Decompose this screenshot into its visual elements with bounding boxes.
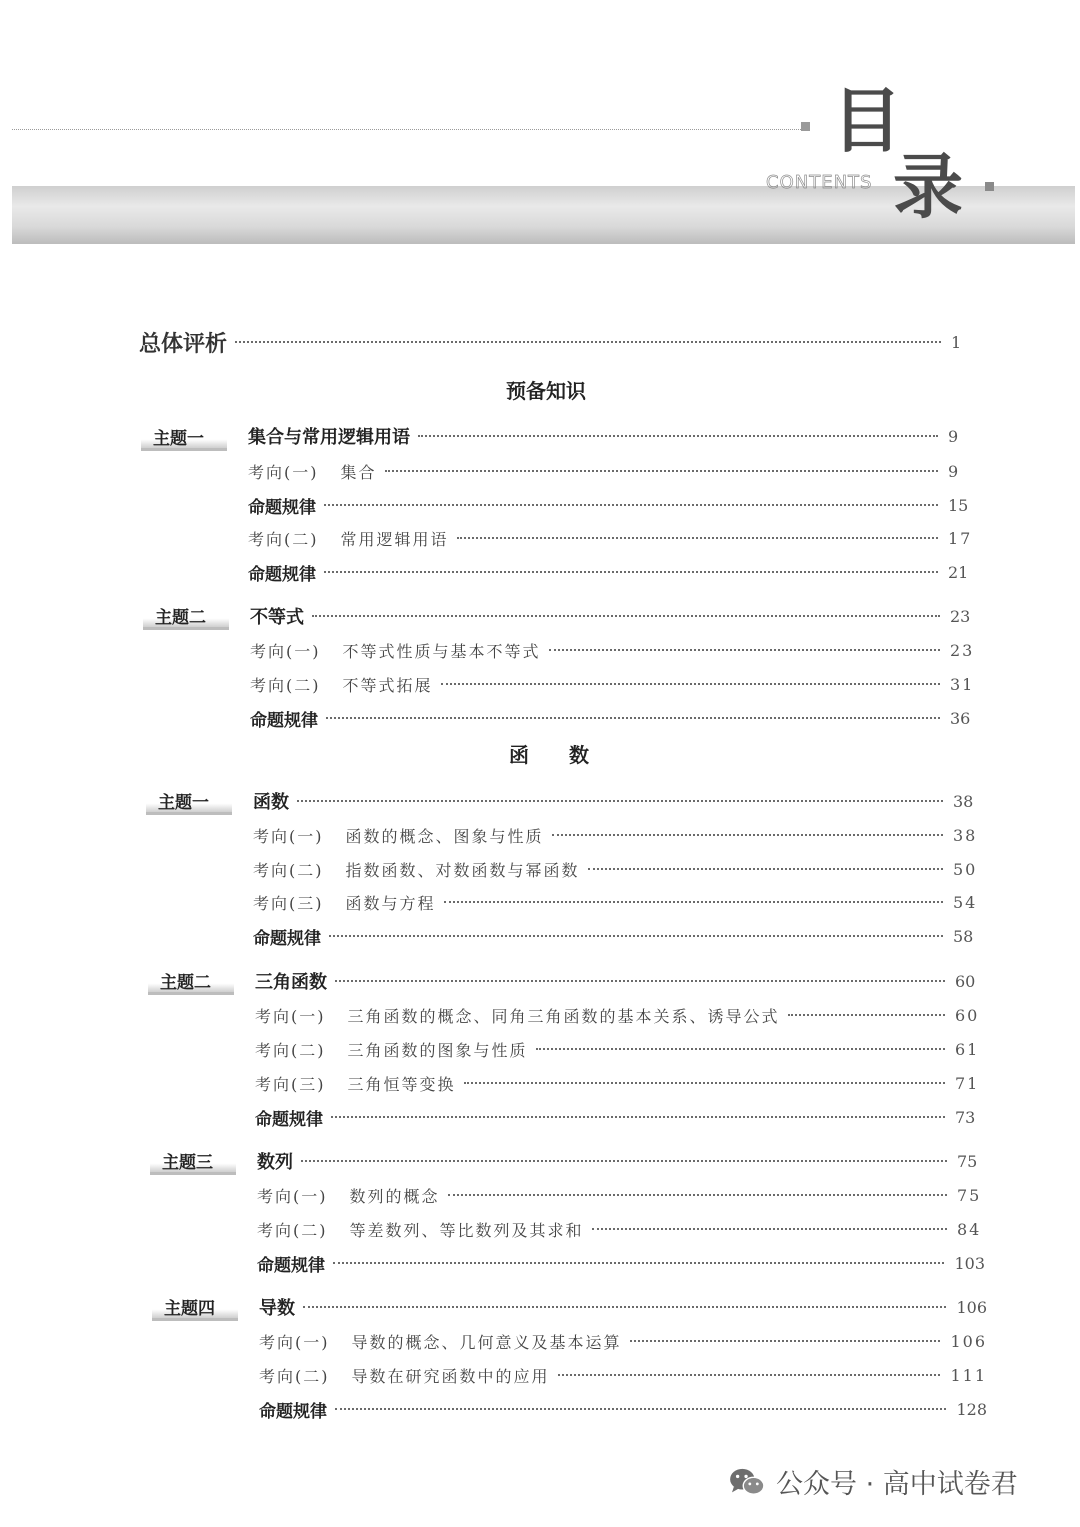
leader-dots: [297, 800, 943, 802]
entry-prefix: 考向(三): [253, 893, 324, 913]
entry-label: 指数函数、对数函数与幂函数: [345, 860, 580, 880]
toc-entry-subtopic[interactable]: [255, 1036, 983, 1062]
toc-entry-rule[interactable]: [248, 559, 976, 585]
entry-label: 三角函数的图象与性质: [347, 1040, 528, 1060]
page-number: 71: [955, 1073, 980, 1093]
leader-dots: [235, 341, 941, 343]
page-number: 50: [953, 859, 978, 879]
entry-label: 导数的概念、几何意义及基本运算: [351, 1332, 622, 1352]
entry-label: 导数: [259, 1298, 295, 1319]
leader-dots: [418, 435, 938, 437]
watermark: [728, 1462, 1018, 1501]
toc-entry-subtopic[interactable]: [259, 1362, 987, 1388]
entry-label: 命题规律: [248, 564, 316, 585]
leader-dots: [448, 1194, 947, 1196]
leader-dots: [441, 683, 940, 685]
entry-label: 三角函数的概念、同角三角函数的基本关系、诱导公式: [347, 1006, 780, 1026]
entry-label: 三角恒等变换: [347, 1074, 456, 1094]
leader-dots: [630, 1340, 941, 1342]
toc-entry-subtopic[interactable]: [255, 1070, 983, 1096]
toc-entry-topic[interactable]: [255, 968, 983, 994]
leader-dots: [324, 504, 938, 506]
leader-dots: [331, 1116, 945, 1118]
page-number: 38: [953, 825, 978, 845]
toc-entry-topic[interactable]: [250, 603, 978, 629]
toc-entry-subtopic[interactable]: [248, 525, 976, 551]
page-number: 106: [956, 1297, 987, 1317]
page-number: 58: [953, 926, 974, 946]
entry-label: 导数在研究函数中的应用: [351, 1366, 550, 1386]
leader-dots: [558, 1374, 941, 1376]
title-char-1: 目: [832, 80, 902, 162]
entry-label: 命题规律: [253, 928, 321, 949]
toc-entry-rule[interactable]: [248, 492, 976, 518]
leader-dots: [464, 1082, 945, 1084]
leader-dots: [457, 537, 938, 539]
toc-entry-subtopic[interactable]: [255, 1002, 983, 1028]
entry-prefix: 考向(一): [253, 826, 324, 846]
topic-badge: 主题二: [148, 973, 234, 995]
leader-dots: [588, 868, 943, 870]
entry-prefix: 考向(一): [248, 462, 319, 482]
toc-entry-subtopic[interactable]: [259, 1328, 987, 1354]
topic-badge: 主题三: [150, 1153, 236, 1175]
topic-badge: 主题一: [141, 429, 227, 451]
page-number: 23: [950, 606, 971, 626]
leader-dots: [335, 980, 945, 982]
entry-prefix: 考向(二): [259, 1366, 330, 1386]
page-number: 21: [948, 562, 969, 582]
page-number: 9: [948, 426, 959, 446]
leader-dots: [592, 1228, 947, 1230]
toc-entry-rule[interactable]: [255, 1104, 983, 1130]
page-number: 73: [955, 1107, 976, 1127]
entry-label: 常用逻辑用语: [340, 529, 449, 549]
page-number: 111: [950, 1365, 987, 1385]
entry-prefix: 考向(二): [250, 675, 321, 695]
entry-label: 不等式性质与基本不等式: [342, 641, 541, 661]
page-number: 15: [948, 495, 969, 515]
leader-dots: [301, 1160, 947, 1162]
topic-badge: 主题四: [152, 1299, 238, 1321]
leader-dots: [335, 1408, 946, 1410]
entry-prefix: 考向(二): [255, 1040, 326, 1060]
header-band-marker: [985, 182, 994, 191]
entry-prefix: 考向(二): [257, 1220, 328, 1240]
entry-prefix: 考向(一): [250, 641, 321, 661]
page-number: 31: [950, 674, 975, 694]
toc-entry-subtopic[interactable]: [253, 822, 981, 848]
page-number: 103: [954, 1253, 985, 1273]
entry-label: 三角函数: [255, 972, 327, 993]
entry-label: 数列: [257, 1152, 293, 1173]
topic-badge: 主题二: [143, 608, 229, 630]
toc-entry-overall[interactable]: [139, 329, 979, 355]
entry-label: 不等式: [250, 607, 304, 628]
page-number: 75: [957, 1185, 982, 1205]
page-number: 128: [956, 1399, 987, 1419]
toc-entry-subtopic[interactable]: [250, 637, 978, 663]
entry-label: 命题规律: [255, 1109, 323, 1130]
leader-dots: [385, 470, 938, 472]
section-title: 预备知识: [506, 379, 586, 403]
entry-prefix: 考向(一): [257, 1186, 328, 1206]
entry-label: 等差数列、等比数列及其求和: [349, 1220, 584, 1240]
leader-dots: [312, 615, 940, 617]
entry-label: 函数与方程: [345, 893, 436, 913]
page-number: 36: [950, 708, 971, 728]
toc-entry-topic[interactable]: [259, 1294, 987, 1320]
entry-prefix: 考向(一): [255, 1006, 326, 1026]
page-number: 75: [957, 1151, 978, 1171]
leader-dots: [549, 649, 940, 651]
leader-dots: [329, 935, 943, 937]
entry-prefix: 考向(二): [253, 860, 324, 880]
section-title: 函 数: [509, 743, 589, 767]
entry-label: 命题规律: [257, 1255, 325, 1276]
toc-entry-rule[interactable]: [253, 923, 981, 949]
title-char-2: 录: [893, 146, 963, 228]
entry-label: 集合: [340, 462, 377, 482]
leader-dots: [333, 1262, 944, 1264]
page-number: 17: [948, 528, 973, 548]
page-number: 38: [953, 791, 974, 811]
entry-label: 不等式拓展: [342, 675, 433, 695]
entry-label: 函数的概念、图象与性质: [345, 826, 544, 846]
entry-prefix: 考向(二): [248, 529, 319, 549]
entry-label: 总体评析: [139, 331, 228, 357]
page-number: 54: [953, 892, 978, 912]
toc-entry-subtopic[interactable]: [248, 458, 976, 484]
entry-prefix: 考向(三): [255, 1074, 326, 1094]
page-number: 106: [950, 1331, 987, 1351]
header-rule-marker: [801, 122, 810, 131]
leader-dots: [788, 1014, 945, 1016]
leader-dots: [326, 717, 940, 719]
entry-label: 命题规律: [250, 710, 318, 731]
page-number: 60: [955, 1005, 980, 1025]
leader-dots: [303, 1306, 946, 1308]
header-rule: [12, 129, 807, 130]
toc-entry-rule[interactable]: [257, 1250, 985, 1276]
leader-dots: [552, 834, 943, 836]
page-number: 1: [951, 332, 962, 352]
toc-entry-topic[interactable]: [253, 788, 981, 814]
title-english: CONTENTS: [766, 172, 873, 193]
toc-entry-rule[interactable]: [250, 705, 978, 731]
toc-entry-subtopic[interactable]: [253, 889, 981, 915]
toc-entry-rule[interactable]: [259, 1396, 987, 1422]
entry-label: 集合与常用逻辑用语: [248, 427, 410, 448]
topic-badge: 主题一: [146, 793, 232, 815]
leader-dots: [444, 901, 943, 903]
page-number: 61: [955, 1039, 980, 1059]
toc-entry-topic[interactable]: [248, 423, 976, 449]
entry-label: 命题规律: [248, 497, 316, 518]
entry-label: 命题规律: [259, 1401, 327, 1422]
leader-dots: [324, 571, 938, 573]
toc-entry-subtopic[interactable]: [257, 1216, 985, 1242]
watermark-text: 公众号 · 高中试卷君: [776, 1469, 1018, 1500]
page-number: 60: [955, 971, 976, 991]
toc-entry-subtopic[interactable]: [250, 671, 978, 697]
page-number: 84: [957, 1219, 982, 1239]
page-number: 9: [948, 461, 961, 481]
toc-entry-subtopic[interactable]: [257, 1182, 985, 1208]
entry-label: 数列的概念: [349, 1186, 440, 1206]
entry-prefix: 考向(一): [259, 1332, 330, 1352]
entry-label: 函数: [253, 792, 289, 813]
toc-entry-subtopic[interactable]: [253, 856, 981, 882]
wechat-icon: [728, 1467, 766, 1497]
page-number: 23: [950, 640, 975, 660]
toc-entry-topic[interactable]: [257, 1148, 985, 1174]
leader-dots: [536, 1048, 945, 1050]
